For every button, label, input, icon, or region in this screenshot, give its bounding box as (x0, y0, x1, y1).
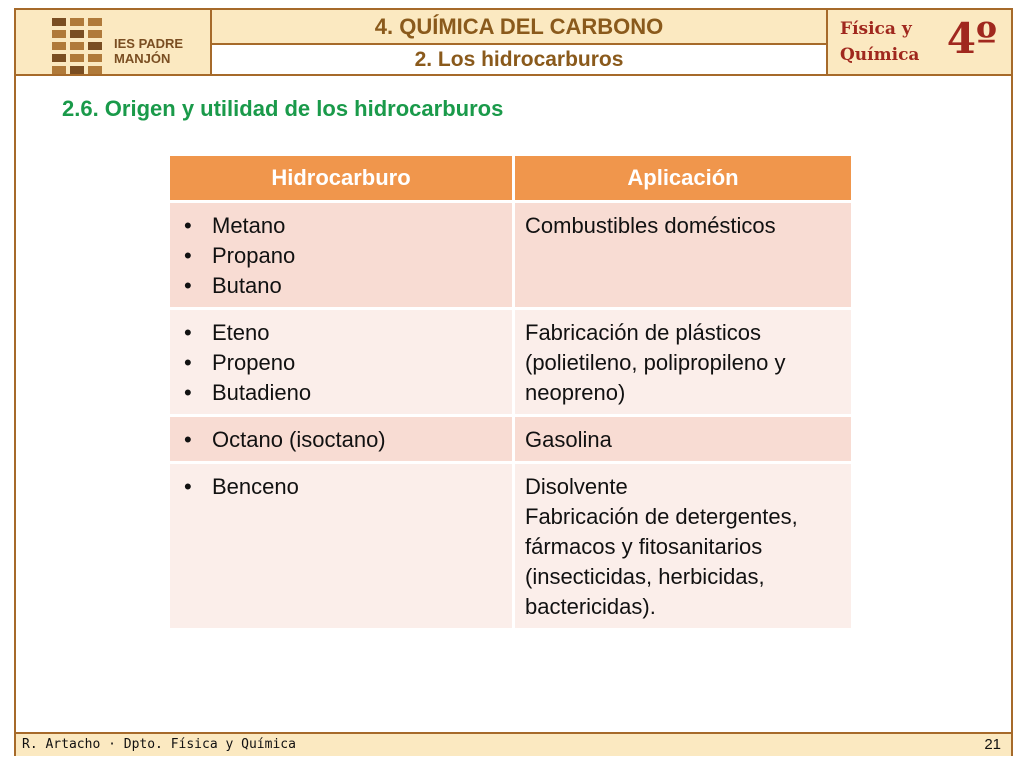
application-cell (514, 309, 853, 416)
unit-title: 4. QUÍMICA DEL CARBONO (212, 10, 826, 45)
list-item: • Eteno (180, 318, 502, 348)
hydrocarbon-list (180, 211, 502, 301)
application-line: Fabricación de plásticos (525, 320, 762, 345)
logo-text (114, 36, 183, 66)
table-row (170, 202, 853, 309)
application-line: (polietileno, polipropileno y (525, 350, 786, 375)
header-bottom-rule (16, 74, 1011, 76)
hydrocarbon-list (180, 472, 502, 502)
subject-badge (828, 10, 1011, 74)
hydrocarbon-cell (170, 463, 514, 630)
application-line: Disolvente (525, 474, 628, 499)
application-line: Fabricación de detergentes, (525, 504, 798, 529)
page-number: 21 (984, 736, 1001, 753)
list-item: • Butadieno (180, 378, 502, 408)
school-logo (16, 10, 212, 74)
application-line: Combustibles domésticos (525, 213, 776, 238)
table-row (170, 309, 853, 416)
hydrocarbon-table (170, 156, 854, 631)
hydrocarbon-cell (170, 416, 514, 463)
list-item: • Propeno (180, 348, 502, 378)
application-line: neopreno) (525, 380, 626, 405)
table-row (170, 416, 853, 463)
logo-grid-icon (52, 18, 102, 78)
table-row (170, 463, 853, 630)
hydrocarbon-list (180, 425, 502, 455)
table-header-row (170, 156, 853, 202)
column-header-application: Aplicación (514, 156, 853, 202)
subject-line-1: Física y (840, 19, 912, 39)
slide-footer (16, 732, 1011, 756)
logo-line-2: MANJÓN (114, 51, 171, 66)
application-line: fármacos y fitosanitarios (525, 534, 763, 559)
application-line: Gasolina (525, 427, 612, 452)
list-item: • Metano (180, 211, 502, 241)
section-title: 2. Los hidrocarburos (212, 45, 826, 74)
application-line: (insecticidas, herbicidas, (525, 564, 765, 589)
column-header-hydrocarbon: Hidrocarburo (170, 156, 514, 202)
application-cell (514, 416, 853, 463)
footer-author: R. Artacho · Dpto. Física y Química (22, 737, 296, 752)
hydrocarbon-cell (170, 309, 514, 416)
logo-line-1: IES PADRE (114, 36, 184, 51)
application-cell (514, 202, 853, 309)
slide-heading: 2.6. Origen y utilidad de los hidrocarburos (62, 96, 504, 121)
application-line: bactericidas). (525, 594, 656, 619)
list-item: • Propano (180, 241, 502, 271)
grade-label: 4º (946, 14, 997, 63)
subject-line-2: Química (840, 45, 920, 65)
application-cell (514, 463, 853, 630)
list-item: • Butano (180, 271, 502, 301)
hydrocarbon-list (180, 318, 502, 408)
subject-text (840, 16, 919, 68)
list-item: • Octano (isoctano) (180, 425, 502, 455)
hydrocarbon-cell (170, 202, 514, 309)
list-item: • Benceno (180, 472, 502, 502)
